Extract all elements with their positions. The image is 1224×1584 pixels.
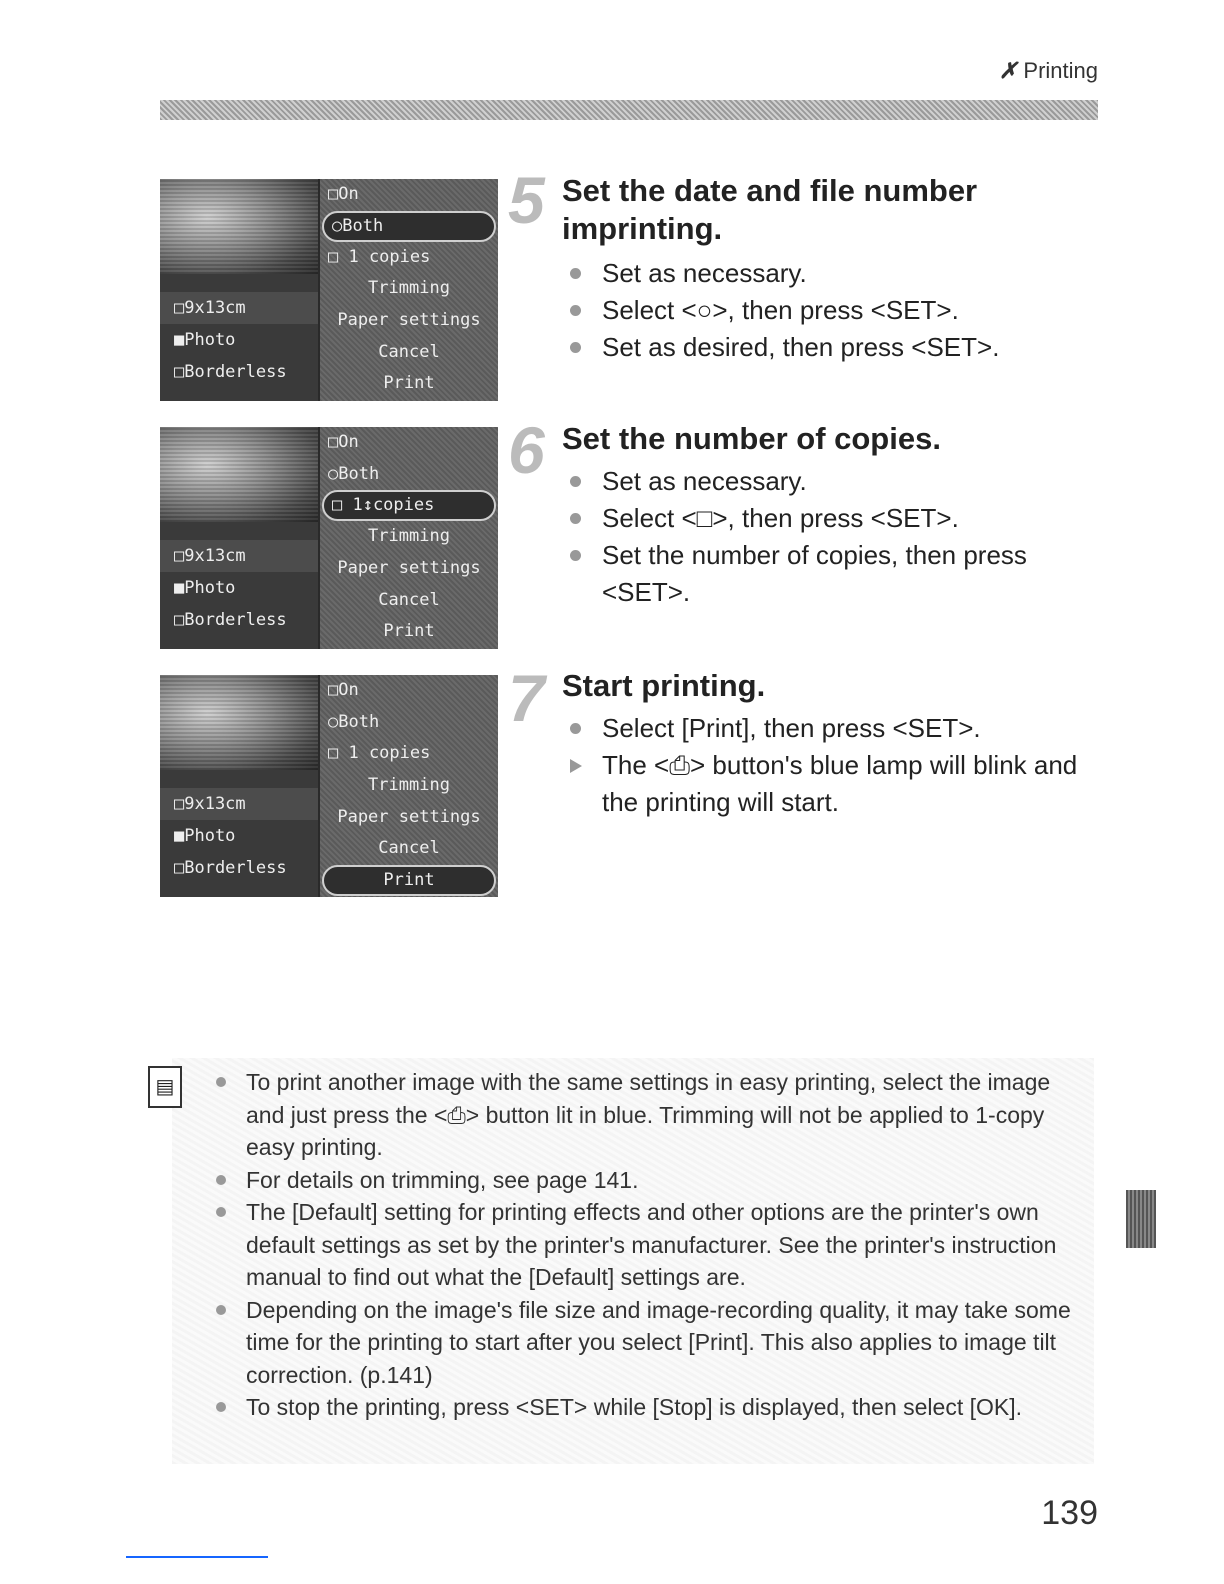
lcd-screen-step-5 <box>160 179 498 401</box>
menu-effect[interactable]: □On <box>328 184 359 204</box>
paper-size-label: □9x13cm <box>160 540 318 572</box>
header-bar <box>160 100 1098 120</box>
chapter-tab <box>1126 1190 1156 1248</box>
menu-paper-settings[interactable]: Paper settings <box>337 806 481 827</box>
step-bullets <box>566 463 1096 611</box>
note-item: For details on trimming, see page 141. <box>212 1164 1082 1197</box>
menu-cancel[interactable]: Cancel <box>378 589 440 610</box>
layout-label: □Borderless <box>174 610 287 630</box>
paper-type-label: ■Photo <box>174 578 236 598</box>
step-number: 7 <box>508 661 545 735</box>
menu-print[interactable]: Print <box>383 373 435 394</box>
lcd-screen-step-6 <box>160 427 498 649</box>
step-bullets <box>566 710 1096 821</box>
print-settings-panel <box>160 274 318 401</box>
note-item: Depending on the image's file size and image-recording quality, it may take some time for the printing to start after you select [Print]. This also applies to image tilt correction. (p.141) <box>212 1294 1082 1392</box>
menu-copies[interactable]: □ 1 copies <box>328 246 431 267</box>
menu-imprint[interactable]: ○Both <box>322 211 496 242</box>
note-item: To print another image with the same settings in easy printing, select the image and just press the <⎙> button lit in blue. Trimming will not be applied to 1-copy easy printing. <box>212 1066 1082 1164</box>
layout-label: □Borderless <box>174 858 287 878</box>
step-bullet: Set as necessary. <box>566 255 1096 292</box>
menu-imprint[interactable]: ○Both <box>328 711 380 732</box>
printing-section-icon: ✗ <box>998 58 1018 83</box>
print-settings-panel <box>160 522 318 649</box>
menu-cancel[interactable]: Cancel <box>378 838 440 859</box>
menu-paper-settings[interactable]: Paper settings <box>337 310 481 331</box>
step-title: Set the date and file number imprinting. <box>562 173 978 246</box>
step-bullets <box>566 255 1096 366</box>
step-result: The <⎙> button's blue lamp will blink and the printing will start. <box>566 747 1096 821</box>
step-bullet: Select [Print], then press <SET>. <box>566 710 1096 747</box>
paper-size-label: □9x13cm <box>160 292 318 324</box>
menu-copies[interactable]: □ 1↕copies <box>322 490 496 521</box>
menu-print[interactable]: Print <box>383 621 435 642</box>
menu-effect[interactable]: □On <box>328 680 359 700</box>
print-menu <box>320 675 498 897</box>
menu-paper-settings[interactable]: Paper settings <box>337 558 481 579</box>
step-bullet: Select <○>, then press <SET>. <box>566 292 1096 329</box>
print-settings-panel <box>160 770 318 897</box>
step-bullet: Set as desired, then press <SET>. <box>566 329 1096 366</box>
step-bullet: Set the number of copies, then press <SET>. <box>566 537 1096 611</box>
link-underline <box>126 1556 268 1558</box>
note-item: To stop the printing, press <SET> while [Stop] is displayed, then select [OK]. <box>212 1391 1082 1424</box>
paper-type-label: ■Photo <box>174 826 236 846</box>
section-title: Printing <box>1023 58 1098 83</box>
layout-label: □Borderless <box>174 362 287 382</box>
step-bullet: Set as necessary. <box>566 463 1096 500</box>
step-bullet: Select <□>, then press <SET>. <box>566 500 1096 537</box>
photo-thumbnail <box>160 427 318 522</box>
note-icon: ▤ <box>148 1066 182 1108</box>
lcd-screen-step-7 <box>160 675 498 897</box>
notes-list <box>212 1066 1082 1424</box>
step-title: Set the number of copies. <box>562 421 941 456</box>
note-item: The [Default] setting for printing effects and other options are the printer's own default settings as set by the printer's manufacturer. See the printer's instruction manual to find out what the [Default] settings are. <box>212 1196 1082 1294</box>
menu-trimming[interactable]: Trimming <box>368 278 450 299</box>
menu-imprint[interactable]: ○Both <box>328 463 380 484</box>
menu-trimming[interactable]: Trimming <box>368 526 450 547</box>
paper-size-label: □9x13cm <box>160 788 318 820</box>
menu-trimming[interactable]: Trimming <box>368 775 450 796</box>
menu-print[interactable]: Print <box>322 865 496 896</box>
step-number: 6 <box>508 413 545 487</box>
print-menu <box>320 179 498 401</box>
step-title: Start printing. <box>562 668 766 703</box>
photo-thumbnail <box>160 179 318 274</box>
page-number: 139 <box>1041 1494 1098 1532</box>
print-menu <box>320 427 498 649</box>
menu-copies[interactable]: □ 1 copies <box>328 743 431 764</box>
menu-cancel[interactable]: Cancel <box>378 341 440 362</box>
paper-type-label: ■Photo <box>174 330 236 350</box>
menu-effect[interactable]: □On <box>328 432 359 452</box>
section-header <box>0 58 1098 84</box>
photo-thumbnail <box>160 675 318 770</box>
step-number: 5 <box>508 163 545 237</box>
